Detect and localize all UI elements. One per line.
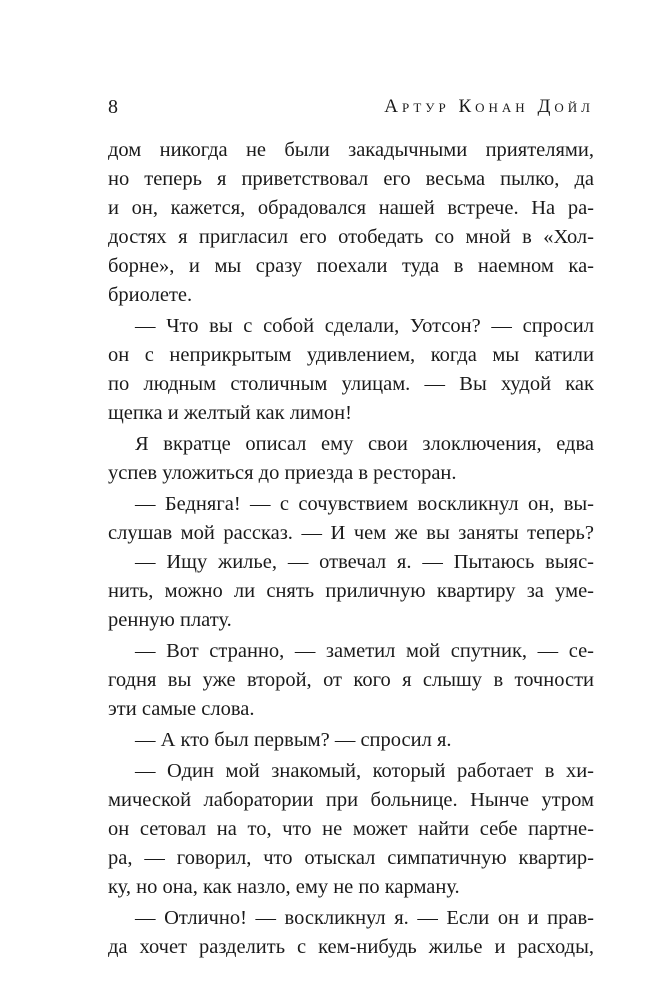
text-line: — А кто был первым? — спросил я. xyxy=(135,729,452,751)
text-line: щепка и желтый как лимон! xyxy=(108,402,352,424)
text-line: но теперь я приветствовал его весьма пылко, да xyxy=(108,168,594,190)
text-line: эти самые слова. xyxy=(108,698,255,720)
text-line: достях я пригласил его отобедать со мной в «Хол- xyxy=(108,226,594,248)
body-text xyxy=(108,136,594,962)
text-line: по людным столичным улицам. — Вы худой как xyxy=(108,373,594,395)
text-line: мической лаборатории при больнице. Нынче утром xyxy=(108,789,594,811)
text-line: дом никогда не были закадычными приятелями, xyxy=(108,139,594,161)
text-line: — Ищу жилье, — отвечал я. — Пытаюсь выяс- xyxy=(135,551,594,573)
text-line: ра, — говорил, что отыскал симпатичную квартир- xyxy=(108,847,594,869)
text-line: нить, можно ли снять приличную квартиру за уме- xyxy=(108,580,594,602)
text-line: ренную плату. xyxy=(108,609,232,631)
text-line: ку, но она, как назло, ему не по карману. xyxy=(108,876,460,898)
text-line: он с неприкрытым удивлением, когда мы катили xyxy=(108,344,594,366)
text-line: да хочет разделить с кем-нибудь жилье и расходы, xyxy=(108,936,594,958)
running-head xyxy=(108,92,594,122)
text-line: — Что вы с собой сделали, Уотсон? — спросил xyxy=(135,315,594,337)
text-line: Я вкратце описал ему свои злоключения, едва xyxy=(135,433,594,455)
text-line: и он, кажется, обрадовался нашей встрече. На ра- xyxy=(108,197,594,219)
page-number: 8 xyxy=(108,96,118,118)
text-line: — Вот странно, — заметил мой спутник, — се- xyxy=(135,640,594,662)
text-line: — Отлично! — воскликнул я. — Если он и прав- xyxy=(135,907,594,929)
text-line: борне», и мы сразу поехали туда в наемном ка- xyxy=(108,255,594,277)
running-head-author: Артур Конан Дойл xyxy=(384,96,594,117)
text-line: — Один мой знакомый, который работает в хи- xyxy=(135,760,594,782)
text-line: годня вы уже второй, от кого я слышу в точности xyxy=(108,669,594,691)
text-line: слушав мой рассказ. — И чем же вы заняты теперь? xyxy=(108,522,594,544)
text-line: бриолете. xyxy=(108,284,193,306)
text-line: он сетовал на то, что не может найти себе партне- xyxy=(108,818,594,840)
text-line: успев уложиться до приезда в ресторан. xyxy=(108,462,457,484)
text-line: — Бедняга! — с сочувствием воскликнул он, вы- xyxy=(135,493,594,515)
